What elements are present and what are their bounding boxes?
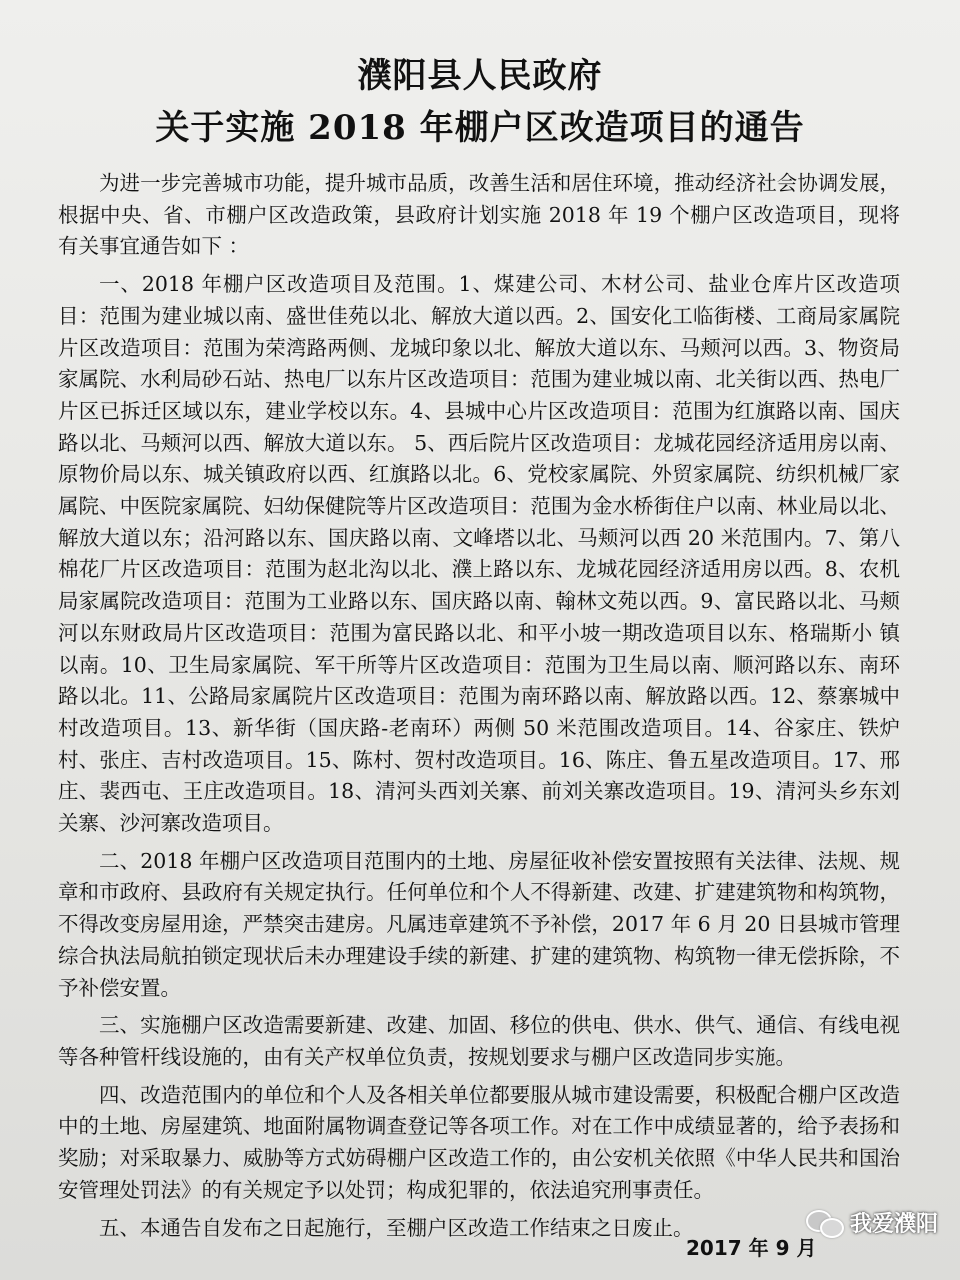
watermark-text: 我爱濮阳 xyxy=(849,1212,938,1237)
document-body xyxy=(58,168,900,1244)
wechat-icon xyxy=(806,1210,844,1236)
paragraph-section-2: 二、2018 年棚户区改造项目范围内的土地、房屋征收补偿安置按照有关法律、法规、规章和市政府、县政府有关规定执行。任何单位和个人不得新建、改建、扩建建筑物和构筑物，不得改变房屋用途，严禁突击建房。凡属违章建筑不予补偿，2017 年 6 月 20 日县城市管理综合执法局航拍锁定现状后未办理建设手续的新建、扩建的建筑物、构筑物一律无偿拆除，不予补偿安置。 xyxy=(58,848,900,1000)
document-title-line2: 关于实施 2018 年棚户区改造项目的通告 xyxy=(155,108,805,148)
document-date: 2017 年 9 月 xyxy=(686,1236,817,1260)
paragraph-section-3: 三、实施棚户区改造需要新建、改建、加固、移位的供电、供水、供气、通信、有线电视等各种管杆线设施的，由有关产权单位负责，按规划要求与棚户区改造同步实施。 xyxy=(58,1013,900,1069)
paragraph-intro: 为进一步完善城市功能，提升城市品质，改善生活和居住环境，推动经济社会协调发展，根据中央、省、市棚户区改造政策，县政府计划实施 2018 年 19 个棚户区改造项目，现将有关事宜通告如下 ： xyxy=(58,171,900,259)
paragraph-section-4: 四、改造范围内的单位和个人及各相关单位都要服从城市建设需要，积极配合棚户区改造中的土地、房屋建筑、地面附属物调查登记等各项工作。对在工作中成绩显著的，给予表扬和奖励；对采取暴力、威胁等方式妨碍棚户区改造工作的，由公安机关依照《中华人民共和国治安管理处罚法》的有关规定予以处罚；构成犯罪的，依法追究刑事责任。 xyxy=(58,1082,900,1202)
paragraph-section-1: 一、2018 年棚户区改造项目及范围。1、煤建公司、木材公司、盐业仓库片区改造项目：范围为建业城以南、盛世佳苑以北、解放大道以西。2、国安化工临街楼、工商局家属院片区改造项目：范围为荣湾路两侧、龙城印象以北、解放大道以东、马颊河以西。3、物资局家属院、水利局砂石站、热电厂以东片区改造项目：范围为建业城以南、北关街以西、热电厂片区已拆迁区域以东，建业学校以东。4、县城中心片区改造项目：范围为红旗路以南、国庆路以北、马颊河以西、解放大道以东。 5、西后院片区改造项目：龙城花园经济适用房以南、原物价局以东、城关镇政府以西、红旗路以北。6、党校家属院、外贸家属院、纺织机械厂家属院、中医院家属院、妇幼保健院等片区改造项目：范围为金水桥街住户以南、林业局以北、解放大道以东；沿河路以东、国庆路以南、文峰塔以北、马颊河以西 20 米范围内。7、第八棉花厂片区改造项目：范围为赵北沟以北、濮上路以东、龙城花园经济适用房以西。8、农机局家属院改造项目：范围为工业路以东、国庆路以南、翰林文苑以西。9、富民路以北、马颊河以东财政局片区改造项目：范围为富民路以北、和平小坡一期改造项目以东、格瑞斯小 镇以南。10、卫生局家属院、军干所等片区改造项目：范围为卫生局以南、顺河路以东、南环路以北。11、公路局家属院片区改造项目：范围为南环路以南、解放路以西。12、蔡寨城中村改造项目。13、新华街（国庆路-老南环）两侧 50 米范围改造项目。14、谷家庄、铁炉村、张庄、吉村改造项目。15、陈村、贺村改造项目。16、陈庄、鲁五星改造项目。17、邢庄、裴西屯、王庄改造项目。18、清河头西刘关寨、前刘关寨改造项目。19、清河头乡东刘关寨、沙河寨改造项目。 xyxy=(58,272,900,836)
document-title-line1: 濮阳县人民政府 xyxy=(357,56,603,96)
paragraph-section-5: 五、本通告自发布之日起施行，至棚户区改造工作结束之日废止。 xyxy=(99,1215,694,1240)
watermark xyxy=(806,1207,938,1238)
